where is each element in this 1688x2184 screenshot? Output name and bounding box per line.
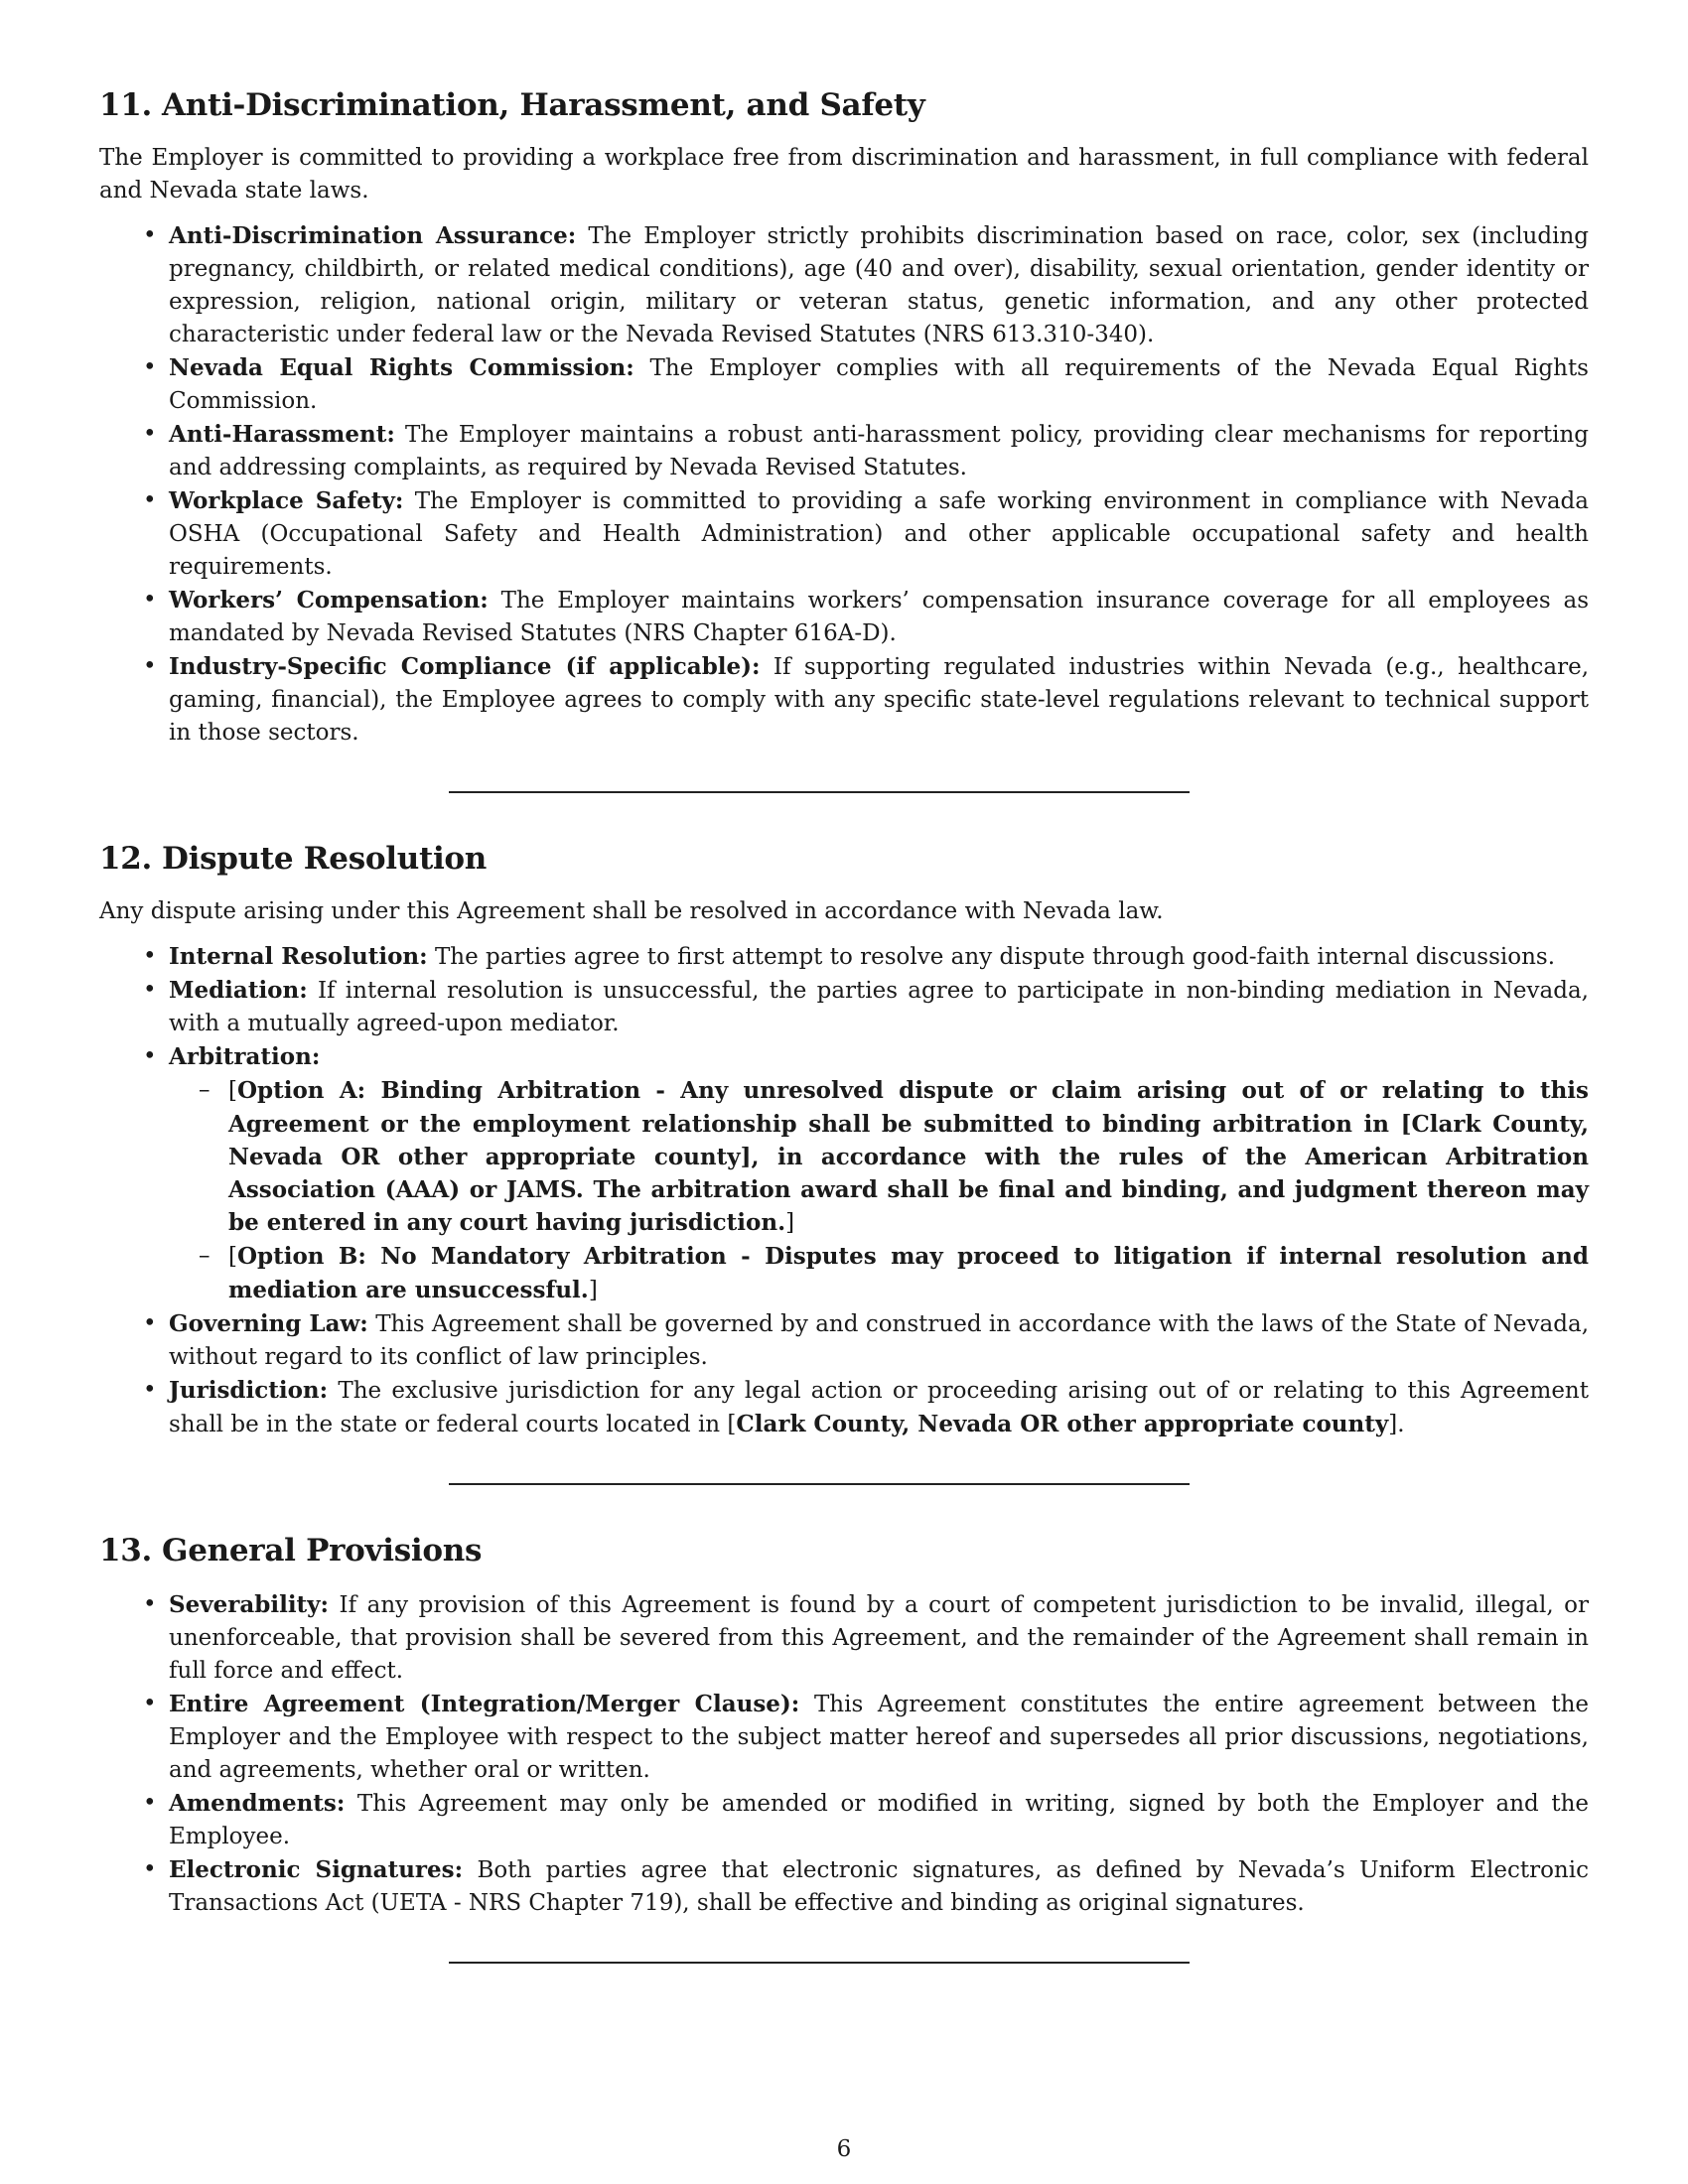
section-13 — [99, 1533, 1589, 1919]
list-item — [169, 484, 1589, 584]
item-text: Both parties agree that electronic signatures, as defined by Nevada’s Uniform Electronic Transactions Act (UETA - NRS Chapter 719), shall be effective and binding as original signatures. — [169, 1856, 1589, 1916]
jurisdiction-placeholder: Clark County, Nevada OR other appropriate county — [736, 1411, 1389, 1438]
list-item — [169, 418, 1589, 484]
item-label: Entire Agreement (Integration/Merger Clause): — [169, 1690, 800, 1717]
section-heading — [99, 87, 1589, 124]
list-item — [169, 219, 1589, 351]
section-number: 11. — [99, 87, 153, 123]
item-text: This Agreement shall be governed by and construed in accordance with the laws of the State of Nevada, without regard to its conflict of law principles. — [169, 1311, 1589, 1371]
section-heading — [99, 1533, 1589, 1570]
list-item: • Jurisdiction: The exclusive jurisdiction for any legal action or proceeding arising out of or relating to this Agreement shall be in the state or federal courts located in [Clark County, Nevada OR other appropriate county]. — [169, 1374, 1589, 1441]
list-item — [169, 1040, 1589, 1307]
bullet-list — [99, 940, 1589, 1441]
option-a: – [Option A: Binding Arbitration - Any unresolved dispute or claim arising out of or relating to this Agreement or the employment relationship shall be submitted to binding arbitration in [Clark County, Nevada OR other appropriate county], in accordance with the rules of the American Arbitration Association (AAA) or JAMS. The arbitration award shall be final and binding, and judgment thereon may be entered in any court having jurisdiction.] — [228, 1074, 1589, 1240]
list-item — [169, 1688, 1589, 1787]
list-item — [169, 650, 1589, 750]
item-text: The Employer is committed to providing a safe working environment in compliance with Nevada OSHA (Occupational Safety and Health Administration) and other applicable occupational safety and health requirements. — [169, 488, 1589, 581]
item-label: Anti-Discrimination Assurance: — [169, 222, 577, 250]
list-item — [169, 974, 1589, 1040]
item-label: Electronic Signatures: — [169, 1855, 464, 1883]
item-label: Severability: — [169, 1590, 330, 1618]
item-text: The Employer maintains a robust anti-harassment policy, providing clear mechanisms for reporting and addressing complaints, as required by Nevada Revised Statutes. — [169, 422, 1589, 481]
item-text: The Employer maintains workers’ compensation insurance coverage for all employees as mandated by Nevada Revised Statutes (NRS Chapter 616A-D). — [169, 588, 1589, 647]
section-intro: Any dispute arising under this Agreement shall be resolved in accordance with Nevada law. — [99, 898, 1164, 925]
bullet-list — [99, 219, 1589, 750]
option-b-text: Option B: No Mandatory Arbitration - Disputes may proceed to litigation if internal resolution and mediation are unsuccessful. — [228, 1243, 1589, 1304]
item-text: If any provision of this Agreement is found by a court of competent jurisdiction to be invalid, illegal, or unenforceable, that provision shall be severed from this Agreement, and the remainder of the Agreement shall remain in full force and effect. — [169, 1591, 1589, 1684]
horizontal-divider — [449, 791, 1190, 793]
item-text: This Agreement may only be amended or modified in writing, signed by both the Employer and the Employee. — [169, 1790, 1589, 1849]
item-label: Arbitration: — [169, 1043, 321, 1071]
item-label: Amendments: — [169, 1789, 346, 1817]
item-text: The Employer complies with all requirements of the Nevada Equal Rights Commission. — [169, 355, 1589, 415]
page-number: 6 — [836, 2136, 852, 2162]
item-label: Workers’ Compensation: — [169, 587, 489, 614]
item-text: If internal resolution is unsuccessful, the parties agree to participate in non-binding mediation in Nevada, with a mutually agreed-upon mediator. — [169, 978, 1589, 1037]
item-text: If supporting regulated industries within Nevada (e.g., healthcare, gaming, financial), the Employee agrees to comply with any specific state-level regulations relevant to technical support in those sectors. — [169, 654, 1590, 747]
item-label: Anti-Harassment: — [169, 421, 395, 449]
item-text: The parties agree to first attempt to resolve any dispute through good-faith internal discussions. — [427, 944, 1556, 971]
list-item — [169, 351, 1589, 418]
horizontal-divider — [449, 1962, 1190, 1964]
section-title: General Provisions — [162, 1533, 483, 1570]
list-item — [169, 1588, 1589, 1688]
item-label: Jurisdiction: — [169, 1377, 329, 1405]
item-label: Workplace Safety: — [169, 487, 404, 515]
item-text: The exclusive jurisdiction for any legal action or proceeding arising out of or relating to this Agreement shall be in the state or federal courts located in — [169, 1378, 1589, 1438]
option-a-text: Option A: Binding Arbitration - Any unresolved dispute or claim arising out of or relating to this Agreement or the employment relationship shall be submitted to binding arbitration in [Clark County, Nevada OR other appropriate county], in accordance with the rules of the American Arbitration Association (AAA) or JAMS. The arbitration award shall be final and binding, and judgment thereon may be entered in any court having jurisdiction. — [228, 1077, 1589, 1237]
item-text: The Employer strictly prohibits discrimination based on race, color, sex (including pregnancy, childbirth, or related medical conditions), age (40 and over), disability, sexual orientation, gender identity or expression, religion, national origin, military or veteran status, genetic information, and any other protected characteristic under federal law or the Nevada Revised Statutes (NRS 613.310-340). — [169, 223, 1589, 348]
list-item — [169, 940, 1589, 974]
section-heading — [99, 841, 1589, 878]
item-text: This Agreement constitutes the entire agreement between the Employer and the Employee with respect to the subject matter hereof and supersedes all prior discussions, negotiations, and agreements, whether oral or written. — [169, 1691, 1589, 1783]
list-item — [169, 1307, 1589, 1374]
horizontal-divider — [449, 1483, 1190, 1485]
section-11 — [99, 87, 1589, 750]
arbitration-options — [169, 1074, 1589, 1307]
item-label: Mediation: — [169, 977, 308, 1005]
section-title: Dispute Resolution — [162, 841, 488, 878]
item-label: Internal Resolution: — [169, 943, 428, 971]
item-label: Governing Law: — [169, 1310, 368, 1338]
section-number: 12. — [99, 841, 153, 878]
item-text-end: . — [1397, 1412, 1405, 1438]
section-intro: The Employer is committed to providing a workplace free from discrimination and harassment, in full compliance with federal and Nevada state laws. — [99, 145, 1589, 205]
section-number: 13. — [99, 1533, 153, 1570]
item-label: Industry-Specific Compliance (if applicable): — [169, 653, 761, 681]
list-item — [169, 1787, 1589, 1853]
option-b: – [Option B: No Mandatory Arbitration - Disputes may proceed to litigation if internal resolution and mediation are unsuccessful.] — [228, 1240, 1589, 1307]
document-page — [99, 87, 1589, 2011]
bullet-list — [99, 1588, 1589, 1920]
section-12 — [99, 841, 1589, 1441]
list-item — [169, 584, 1589, 650]
section-title: Anti-Discrimination, Harassment, and Safety — [162, 87, 925, 123]
list-item — [169, 1853, 1589, 1920]
item-label: Nevada Equal Rights Commission: — [169, 354, 634, 382]
